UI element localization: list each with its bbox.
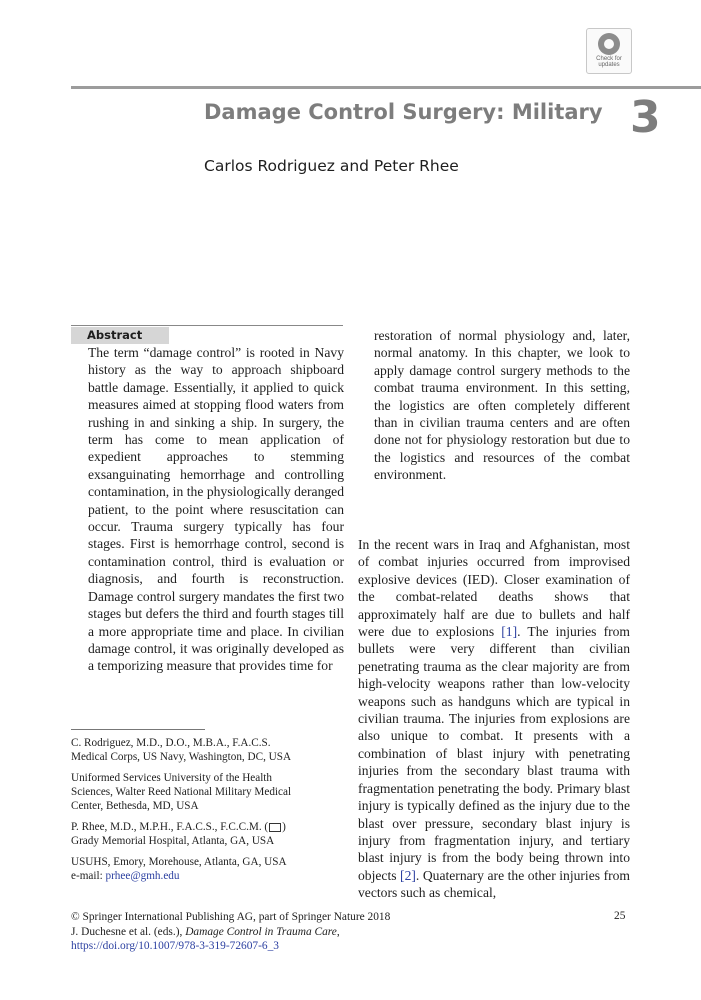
badge-text-line2: updates [598,62,620,68]
email-link[interactable]: prhee@gmh.edu [105,870,180,882]
check-for-updates-badge[interactable] [586,28,632,74]
doi-link[interactable]: https://doi.org/10.1007/978-3-319-72607-6_3 [71,940,279,952]
affiliation-line: C. Rodriguez, M.D., D.O., M.B.A., F.A.C.S. [71,737,271,749]
footnote-rule [71,729,205,730]
chapter-number: 3 [630,92,661,143]
affiliation-line: Center, Bethesda, MD, USA [71,800,199,812]
affiliation-line: P. Rhee, M.D., M.P.H., F.A.C.S., F.C.C.M. ( [71,821,269,833]
affiliation-line: Medical Corps, US Navy, Washington, DC, USA [71,751,292,763]
affiliation-line-end: ) [282,821,286,833]
bookmark-circle-icon [598,33,620,55]
abstract-continuation [374,327,630,484]
chapter-authors: Carlos Rodriguez and Peter Rhee [204,157,459,175]
abstract-paragraph: The term “damage control” is rooted in Navy history as the way to approach shipboard battle damage. Essentially, it applied to quick measures aimed at stopping flood waters from rushing in and sinking a ship. In surgery, the term has come to mean application of expedient approaches to stemming exsanguinating hemorrhage and controlling contamination, in the physiologically deranged patient, to the point where resuscitation can occur. Trauma surgery typically has four stages. First is hemorrhage control, second is contamination control, third is evaluation or diagnosis, and fourth is reconstruction. Damage control surgery mandates the first two stages but defers the third and fourth stages till a more appropriate time and place. In civilian damage control, it was originally developed as a temporizing measure that provides time for [88,345,344,674]
affiliation-usu [71,771,346,813]
body-text-part3: . Quaternary are the other injuries from vectors such as chemical, [358,867,630,901]
page-number: 25 [614,910,626,922]
body-text [358,536,630,902]
abstract-rule [71,325,343,326]
email-label: e-mail: [71,870,106,882]
abstract-text [88,344,344,675]
copyright-line: © Springer International Publishing AG, part of Springer Nature 2018 [71,911,391,923]
book-title: Damage Control in Trauma Care [185,925,337,938]
body-text-part1: In the recent wars in Iraq and Afghanistan, most of combat injuries occurred from improvised explosive devices (IED). Closer examination of the combat-related deaths shows that approximately half are due to bullets and half were due to explosions [358,537,630,640]
affiliation-line: Uniformed Services University of the Health [71,772,273,784]
chapter-title: Damage Control Surgery: Military [204,100,603,124]
affiliation-line: Sciences, Walter Reed National Military Medical [71,786,292,798]
affiliation-rhee [71,820,346,848]
copyright-block [71,910,471,954]
citation-link-2[interactable]: [2] [400,867,416,883]
affiliation-line: Grady Memorial Hospital, Atlanta, GA, USA [71,835,275,847]
author-affiliations [71,736,346,890]
affiliation-rodriguez [71,736,346,764]
abstract-label: Abstract [71,327,169,344]
body-text-part2: . The injuries from bullets were very different than civilian penetrating trauma as the clear majority are from high-velocity weapons rather than low-velocity weapons such as handguns which are typical in civilian trauma. The injuries from explosions are also unique to combat. It presents with a combination of blast injury with penetrating injuries from the secondary blast trauma with fragmentation penetrating the body. Primary blast injury is typically defined as the injury due to the blast over pressure, secondary blast injury is injury from fragmentation injury, and tertiary blast injury is from the body being thrown into objects [358,624,631,883]
envelope-icon[interactable] [269,823,281,832]
book-title-suffix: , [336,925,340,938]
affiliation-line: USUHS, Emory, Morehouse, Atlanta, GA, USA [71,856,287,868]
citation-link-1[interactable]: [1] [501,624,518,640]
badge-text-line1: Check for [596,56,622,62]
editors-text: J. Duchesne et al. (eds.), [71,925,186,938]
body-paragraph [358,536,630,902]
abstract-continuation-paragraph: restoration of normal physiology and, later, normal anatomy. In this chapter, we look to apply damage control surgery methods to the combat trauma environment. In this setting, the logistics are often completely different than in civilian trauma centers and are often done not for physiology restoration but due to the logistics and resources of the combat environment. [374,328,630,483]
header-rule [71,86,701,89]
affiliation-usuhs [71,855,346,883]
